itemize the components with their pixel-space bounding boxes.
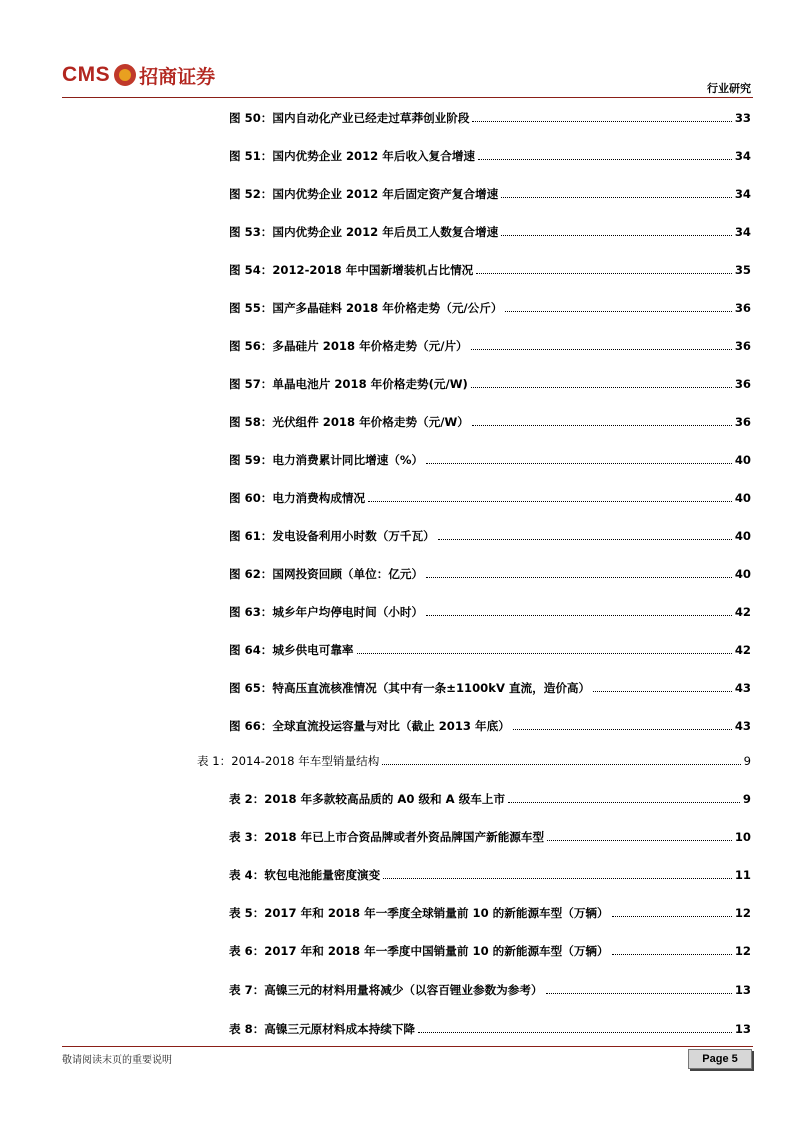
toc-dot-leader [508,802,740,803]
toc-entry-label: 表 4：软包电池能量密度演变 [229,868,381,882]
toc-entry[interactable] [229,940,751,958]
toc-entry-label: 图 61：发电设备利用小时数（万千瓦） [229,529,435,543]
toc-entry-label: 图 64：城乡供电可靠率 [229,643,354,657]
toc-dot-leader [612,916,732,917]
toc-entry-label: 图 63：城乡年户均停电时间（小时） [229,605,424,619]
toc-entry-label: 表 3：2018 年已上市合资品牌或者外资品牌国产新能源车型 [229,830,545,844]
toc-dot-leader [357,653,732,654]
toc-entry-page: 42 [734,605,751,619]
toc-dot-leader [383,878,732,879]
toc-entry-label: 图 50：国内自动化产业已经走过草莽创业阶段 [229,111,470,125]
toc-entry-label: 图 60：电力消费构成情况 [229,491,366,505]
toc-entry-label: 图 59：电力消费累计同比增速（%） [229,453,424,467]
toc-entry-label: 图 53：国内优势企业 2012 年后员工人数复合增速 [229,225,499,239]
toc-entry-page: 40 [734,453,751,467]
toc-entry-page: 40 [734,567,751,581]
toc-entry-label: 表 7：高镍三元的材料用量将减少（以容百锂业参数为参考） [229,983,543,997]
toc-dot-leader [418,1032,732,1033]
toc-entry-page: 12 [734,906,751,920]
toc-dot-leader [501,235,732,236]
toc-dot-leader [438,539,732,540]
toc-entry[interactable] [229,145,751,163]
toc-dot-leader [426,463,732,464]
toc-entry-page: 13 [734,983,751,997]
toc-entry-page: 10 [734,830,751,844]
toc-entry[interactable] [229,902,751,920]
toc-entry-page: 13 [734,1022,751,1036]
toc-entry-page: 40 [734,529,751,543]
toc-entry[interactable] [229,677,751,695]
toc-entry-label: 表 5：2017 年和 2018 年一季度全球销量前 10 的新能源车型（万辆） [229,906,609,920]
section-label: 行业研究 [707,82,751,95]
toc-entry-page: 43 [734,681,751,695]
toc-dot-leader [471,387,732,388]
toc-entry[interactable] [229,411,751,429]
toc-dot-leader [426,615,732,616]
toc-entry-page: 9 [742,792,751,806]
toc-dot-leader [478,159,732,160]
toc-entry-page: 34 [734,187,751,201]
footer-notice: 敬请阅读末页的重要说明 [62,1055,172,1066]
toc-entry-page: 36 [734,415,751,429]
toc-entry-page: 12 [734,944,751,958]
toc-entry-label: 图 52：国内优势企业 2012 年后固定资产复合增速 [229,187,499,201]
toc-entry-page: 35 [734,263,751,277]
toc-entry[interactable] [229,221,751,239]
toc-dot-leader [501,197,732,198]
toc-entry-label: 表 1：2014-2018 年车型销量结构 [197,754,380,768]
toc-dot-leader [505,311,731,312]
toc-dot-leader [471,349,732,350]
toc-dot-leader [382,764,740,765]
toc-dot-leader [513,729,732,730]
toc-entry[interactable] [229,487,751,505]
toc-entry[interactable] [197,750,751,768]
toc-entry-label: 图 56：多晶硅片 2018 年价格走势（元/片） [229,339,468,353]
toc-dot-leader [593,691,732,692]
toc-entry[interactable] [229,1018,751,1036]
toc-dot-leader [476,273,732,274]
toc-entry[interactable] [229,183,751,201]
toc-dot-leader [426,577,732,578]
toc-entry[interactable] [229,826,751,844]
toc-entry-page: 11 [734,868,751,882]
logo-cms-text: CMS [62,63,111,86]
toc-dot-leader [368,501,732,502]
toc-entry[interactable] [229,979,751,997]
toc-dot-leader [547,840,732,841]
toc-entry-label: 图 54：2012-2018 年中国新增装机占比情况 [229,263,474,277]
toc-entry-page: 34 [734,149,751,163]
toc-entry-label: 表 6：2017 年和 2018 年一季度中国销量前 10 的新能源车型（万辆） [229,944,609,958]
toc-entry-label: 图 62：国网投资回顾（单位：亿元） [229,567,424,581]
toc-entry[interactable] [229,601,751,619]
page-number-badge: Page 5 [688,1049,752,1069]
toc-entry[interactable] [229,525,751,543]
toc-entry[interactable] [229,788,751,806]
toc-entry[interactable] [229,335,751,353]
toc-entry-page: 43 [734,719,751,733]
toc-entry-label: 表 8：高镍三元原材料成本持续下降 [229,1022,416,1036]
toc-entry-label: 图 65：特高压直流核准情况（其中有一条±1100kV 直流，造价高） [229,681,591,695]
toc-dot-leader [612,954,732,955]
toc-entry[interactable] [229,373,751,391]
toc-entry-label: 图 55：国产多晶硅料 2018 年价格走势（元/公斤） [229,301,503,315]
toc-entry-page: 9 [743,754,751,768]
toc-entry[interactable] [229,107,751,125]
toc-entry[interactable] [229,449,751,467]
toc-entry-label: 图 66：全球直流投运容量与对比（截止 2013 年底） [229,719,510,733]
logo-chinese-text: 招商证券 [139,65,216,88]
toc-entry[interactable] [229,259,751,277]
toc-entry-label: 图 57：单晶电池片 2018 年价格走势(元/W) [229,377,468,391]
toc-dot-leader [472,121,731,122]
toc-entry-label: 图 58：光伏组件 2018 年价格走势（元/W） [229,415,469,429]
toc-entry-label: 表 2：2018 年多款较高品质的 A0 级和 A 级车上市 [229,792,506,806]
toc-entry-page: 36 [734,377,751,391]
toc-dot-leader [472,425,732,426]
toc-entry-label: 图 51：国内优势企业 2012 年后收入复合增速 [229,149,476,163]
toc-entry-page: 34 [734,225,751,239]
toc-entry-page: 42 [734,643,751,657]
toc-entry-page: 36 [734,301,751,315]
toc-entry-page: 36 [734,339,751,353]
toc-entry[interactable] [229,864,751,882]
toc-entry[interactable] [229,715,751,733]
toc-entry[interactable] [229,563,751,581]
toc-entry[interactable] [229,639,751,657]
toc-entry[interactable] [229,297,751,315]
toc-entry-page: 33 [734,111,751,125]
toc-dot-leader [546,993,732,994]
toc-entry-page: 40 [734,491,751,505]
footer-divider [62,1046,753,1047]
